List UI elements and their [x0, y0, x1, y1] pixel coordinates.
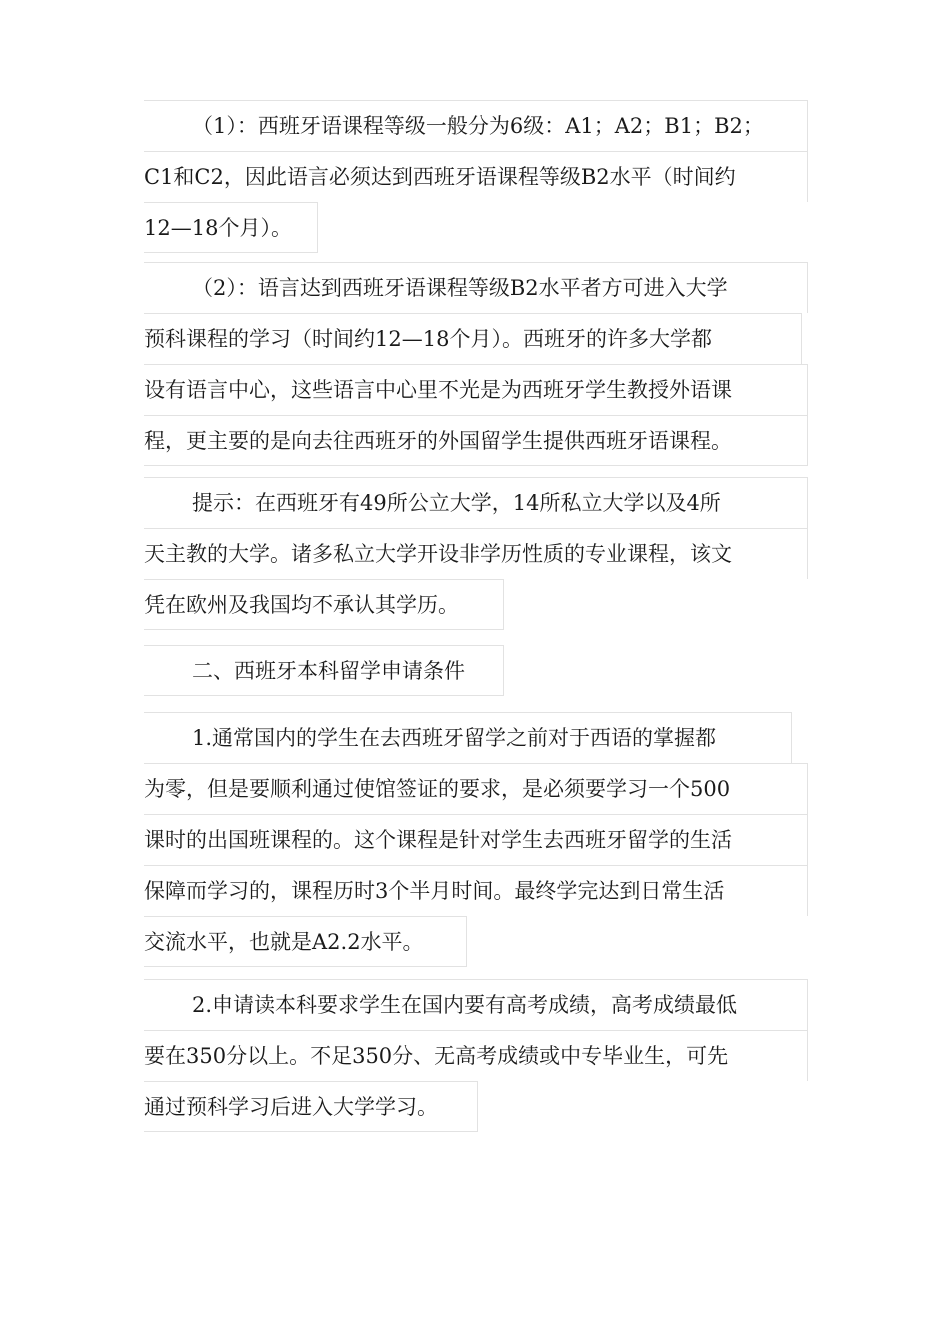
text-line: 保障而学习的，课程历时3个半月时间。最终学完达到日常生活	[144, 865, 808, 916]
paragraph-spanish-levels	[144, 100, 808, 253]
text-line: 2.申请读本科要求学生在国内要有高考成绩，高考成绩最低	[144, 979, 808, 1030]
text-line: 要在350分以上。不足350分、无高考成绩或中专毕业生，可先	[144, 1030, 808, 1081]
text-line: 凭在欧州及我国均不承认其学历。	[144, 579, 504, 630]
text-line: C1和C2，因此语言必须达到西班牙语课程等级B2水平（时间约	[144, 151, 808, 202]
text-line: 预科课程的学习（时间约12—18个月）。西班牙的许多大学都	[144, 313, 802, 364]
text-line: 为零，但是要顺利通过使馆签证的要求，是必须要学习一个500	[144, 763, 808, 814]
heading-text: 二、西班牙本科留学申请条件	[144, 645, 504, 696]
text-line: 程，更主要的是向去往西班牙的外国留学生提供西班牙语课程。	[144, 415, 808, 466]
paragraph-language-course	[144, 712, 808, 967]
text-line: 课时的出国班课程的。这个课程是针对学生去西班牙留学的生活	[144, 814, 808, 865]
text-line: 天主教的大学。诸多私立大学开设非学历性质的专业课程，该文	[144, 528, 808, 579]
text-line: 通过预科学习后进入大学学习。	[144, 1081, 478, 1132]
text-line: 交流水平，也就是A2.2水平。	[144, 916, 467, 967]
text-line: 设有语言中心，这些语言中心里不光是为西班牙学生教授外语课	[144, 364, 808, 415]
paragraph-university-tip	[144, 477, 808, 630]
text-line: 提示：在西班牙有49所公立大学，14所私立大学以及4所	[144, 477, 808, 528]
text-line: （2）：语言达到西班牙语课程等级B2水平者方可进入大学	[144, 262, 808, 313]
text-line: （1）：西班牙语课程等级一般分为6级：A1；A2；B1；B2；	[144, 100, 808, 151]
paragraph-gaokao-requirement	[144, 979, 808, 1132]
paragraph-language-requirement	[144, 262, 808, 466]
text-line: 12—18个月）。	[144, 202, 318, 253]
text-line: 1.通常国内的学生在去西班牙留学之前对于西语的掌握都	[144, 712, 792, 763]
section-heading	[144, 645, 808, 696]
